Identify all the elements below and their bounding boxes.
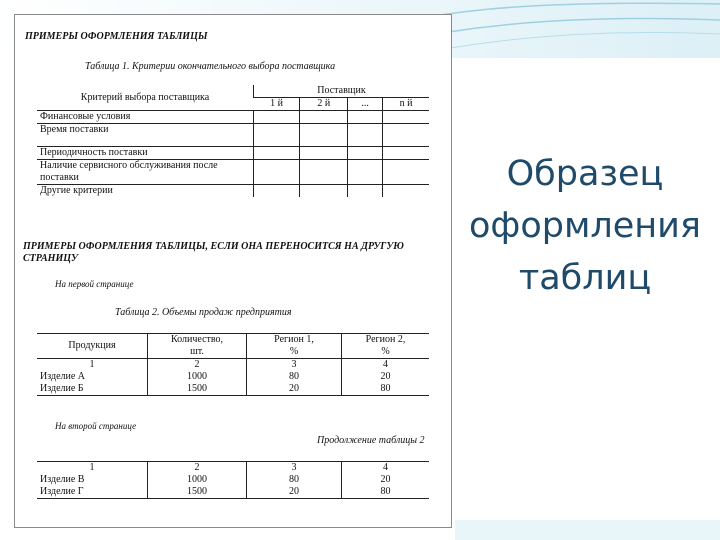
table-cell: 20 (247, 486, 342, 499)
table1-caption: Таблица 1. Критерии окончательного выбора поставщика (85, 61, 336, 72)
col-number: 4 (342, 359, 430, 372)
col-header: Регион 1, % (247, 334, 342, 359)
col-number: 1 (37, 359, 148, 372)
table2-caption: Таблица 2. Объемы продаж предприятия (115, 307, 292, 318)
slide-title-line: таблиц (518, 258, 652, 298)
col-number: 3 (247, 359, 342, 372)
slide-title (460, 148, 710, 304)
col-number: 1 (37, 462, 148, 475)
supplier-header: Поставщик (254, 85, 430, 98)
col-header: Регион 2, % (342, 334, 430, 359)
supplier-col: n й (382, 98, 429, 111)
continuation-label: Продолжение таблицы 2 (317, 435, 425, 446)
slide-title-line: Образец (506, 154, 664, 194)
table-cell: 1500 (148, 486, 247, 499)
table-cell: Изделие В (37, 474, 148, 486)
first-page-note: На первой странице (55, 279, 134, 289)
table-cell: 20 (342, 371, 430, 383)
slide-title-line: оформления (469, 206, 701, 246)
col-number: 2 (148, 359, 247, 372)
table-cell: Изделие Г (37, 486, 148, 499)
col-number: 2 (148, 462, 247, 475)
table-cell: 20 (342, 474, 430, 486)
criteria-row-label: Наличие сервисного обслуживания после поставки (37, 160, 254, 185)
col-number: 4 (342, 462, 430, 475)
table-cell: Изделие Б (37, 383, 148, 396)
col-header: Продукция (37, 334, 148, 359)
criteria-row-label: Время поставки (37, 124, 254, 147)
heading-2-line1: ПРИМЕРЫ ОФОРМЛЕНИЯ ТАБЛИЦЫ, ЕСЛИ ОНА ПЕРЕНОСИТСЯ НА ДРУГУЮ (23, 241, 404, 252)
document-page (14, 14, 452, 528)
heading-2-line2: СТРАНИЦУ (23, 253, 78, 264)
table-cell: 80 (247, 371, 342, 383)
supplier-col: 1 й (254, 98, 300, 111)
table-cell: 80 (342, 486, 430, 499)
second-page-note: На второй странице (55, 421, 137, 431)
sales-table (37, 333, 429, 396)
criteria-table (37, 85, 429, 197)
col-header: Количество, шт. (148, 334, 247, 359)
supplier-col: 2 й (300, 98, 348, 111)
table-cell: 1000 (148, 474, 247, 486)
criteria-row-label: Другие критерии (40, 185, 113, 196)
table-cell: 80 (247, 474, 342, 486)
criteria-row-label: Финансовые условия (37, 111, 254, 124)
table-cell: Изделие А (37, 371, 148, 383)
table-cell: 1500 (148, 383, 247, 396)
sales-table-continued (37, 461, 429, 499)
criteria-row-label: Периодичность поставки (37, 147, 254, 160)
table-cell: 20 (247, 383, 342, 396)
table-cell: 1000 (148, 371, 247, 383)
criteria-header: Критерий выбора поставщика (37, 85, 254, 111)
supplier-col: ... (348, 98, 383, 111)
col-number: 3 (247, 462, 342, 475)
table-cell: 80 (342, 383, 430, 396)
heading-1: ПРИМЕРЫ ОФОРМЛЕНИЯ ТАБЛИЦЫ (25, 31, 208, 42)
